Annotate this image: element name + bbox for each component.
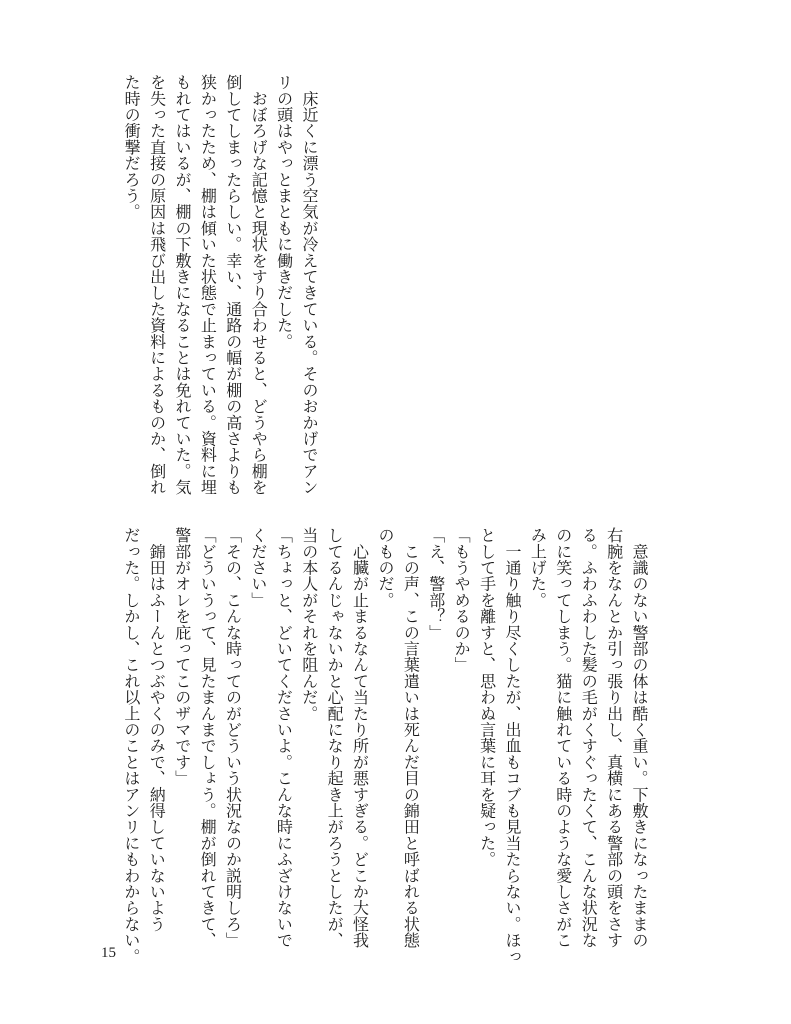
text-line: のに笑ってしまう。猫に触れている時のような愛しさがこ	[553, 527, 573, 949]
text-line: る。ふわふわした髪の毛がくすぐったくて、こんな状況な	[579, 527, 599, 949]
text-line: してるんじゃないかと心配になり起き上がろうとしたが、	[325, 527, 345, 949]
text-line: 心臓が止まるなんて当たり所が悪すぎる。どこか大怪我	[350, 527, 370, 949]
text-line: み上げた。	[528, 527, 548, 608]
text-line: 床近くに漂う空気が冷えてきている。そのおかげでアン	[300, 74, 319, 496]
text-line: 「もうやめるのか」	[452, 527, 472, 673]
text-line: もれてはいるが、棚の下敷きになることは免れていた。気	[172, 74, 192, 496]
text-line: 錦田はふーんとつぶやくのみで、納得していないよう	[147, 527, 167, 932]
page-number: 15	[101, 945, 116, 961]
text-line: 当の本人がそれを阻んだ。	[299, 527, 319, 722]
text-line: 狭かったため、棚は傾いた状態で止まっている。資料に埋	[198, 74, 218, 496]
text-line: た時の衝撃だろう。	[122, 74, 142, 220]
text-line: として手を離すと、思わぬ言葉に耳を疑った。	[477, 527, 497, 868]
text-line: 「その、こんな時ってのがどういう状況なのか説明しろ」	[223, 527, 243, 949]
text-line: 「どういうって、見たまんまでしょう。棚が倒れてきて、	[198, 527, 218, 949]
text-line: のものだ。	[375, 527, 395, 608]
text-line: 「え、警部？」	[426, 527, 446, 641]
text-line: だった。しかし、これ以上のことはアンリにもわからない。	[121, 527, 141, 965]
text-section-top	[119, 74, 322, 504]
text-line: 倒してしまったらしい。幸い、通路の幅が棚の高さよりも	[223, 74, 243, 496]
text-line: 意識のない警部の体は酷く重い。下敷きになったままの	[630, 527, 649, 949]
text-line: を失った直接の原因は飛び出した資料によるものか、倒れ	[147, 74, 167, 496]
text-line: ください」	[248, 527, 268, 608]
text-line: 「ちょっと、どいてくださいよ。こんな時にふざけないで	[274, 527, 294, 949]
text-line: この声、この言葉遣いは死んだ目の錦田と呼ばれる状態	[401, 527, 421, 949]
text-line: 一通り触り尽くしたが、出血もコブも見当たらない。ほっ	[502, 527, 522, 965]
text-line: おぼろげな記憶と現状をすり合わせると、どうやら棚を	[249, 74, 269, 496]
text-line: 警部がオレを庇ってこのザマです」	[172, 527, 192, 787]
text-section-bottom	[118, 527, 652, 965]
text-line: リの頭はやっとまともに働きだした。	[274, 74, 294, 350]
text-line: 右腕をなんとか引っ張り出し、真横にある警部の頭をさす	[604, 527, 624, 949]
